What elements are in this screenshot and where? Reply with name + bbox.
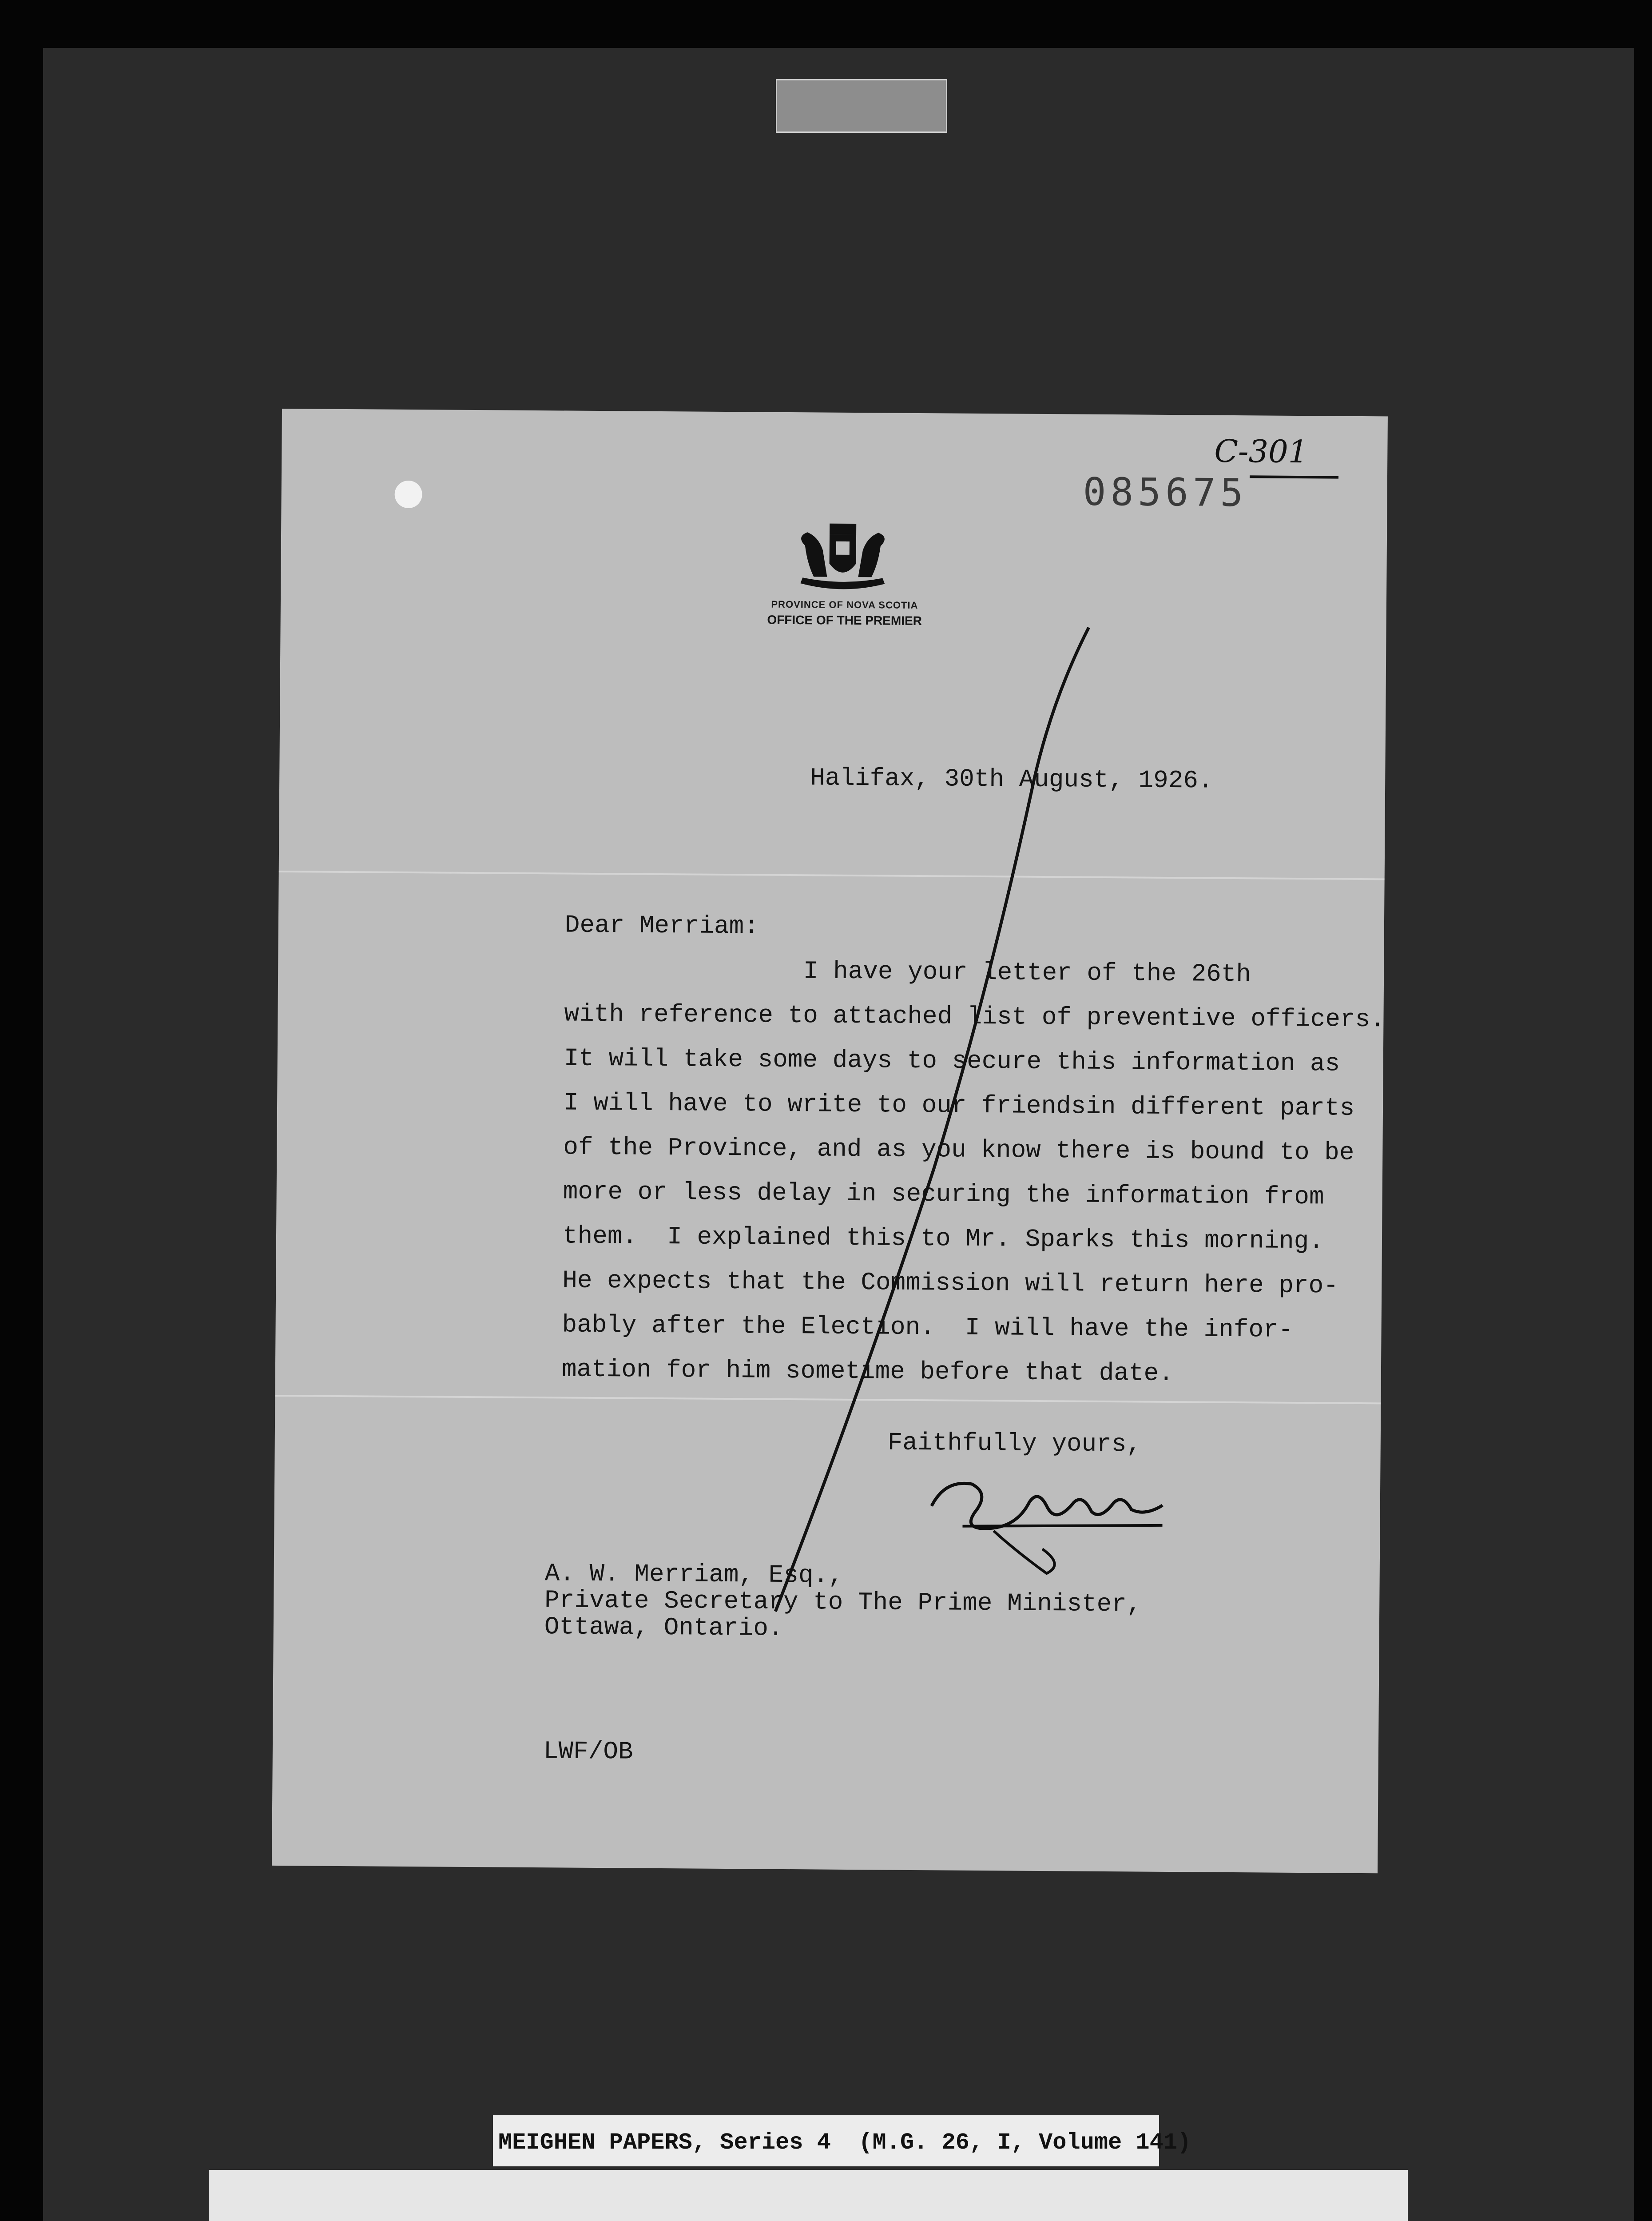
body-line: I have your letter of the 26th — [564, 955, 1251, 989]
punch-hole — [394, 481, 422, 508]
reference-note: C-301 — [1214, 433, 1308, 470]
recipient-line: A. W. Merriam, Esq., — [544, 1559, 844, 1590]
body-line: bably after the Election. I will have the infor- — [562, 1310, 1294, 1344]
date-line: Halifax, 30th August, 1926. — [810, 764, 1213, 795]
archive-card — [209, 2170, 1408, 2221]
crest-caption: PROVINCE OF NOVA SCOTIA — [771, 598, 918, 611]
binder-clip — [776, 79, 947, 133]
recipient-line: Ottawa, Ontario. — [544, 1612, 783, 1643]
series-label — [493, 2115, 1191, 2166]
body-line: mation for him sometime before that date. — [561, 1355, 1174, 1388]
closing: Faithfully yours, — [887, 1428, 1142, 1459]
document-number-stamp: 085675 — [1083, 470, 1248, 516]
fold-line — [279, 871, 1385, 880]
signature-icon — [913, 1453, 1181, 1579]
letter-page — [272, 409, 1388, 1873]
body-line: It will take some days to secure this information as — [564, 1044, 1340, 1078]
reference-underline — [1250, 475, 1338, 478]
body-line: them. I explained this to Mr. Sparks this morning. — [562, 1222, 1324, 1256]
body-line: He expects that the Commission will return here pro- — [562, 1266, 1338, 1300]
body-line: I will have to write to our friendsin different parts — [563, 1088, 1355, 1122]
salutation: Dear Merriam: — [564, 911, 759, 941]
recipient-line: Private Secretary to The Prime Minister, — [544, 1586, 1142, 1619]
letterhead-office: OFFICE OF THE PREMIER — [767, 613, 922, 628]
body-line: with reference to attached list of preventive officers. — [564, 999, 1385, 1034]
body-line: more or less delay in securing the information from — [563, 1177, 1324, 1211]
typist-initials: LWF/OB — [543, 1737, 633, 1766]
coat-of-arms-icon — [787, 519, 898, 595]
fold-line — [275, 1395, 1381, 1404]
series-label-text: MEIGHEN PAPERS, Series 4 (M.G. 26, I, Volume 141) — [498, 2129, 1191, 2156]
body-line: of the Province, and as you know there is bound to be — [563, 1133, 1354, 1167]
